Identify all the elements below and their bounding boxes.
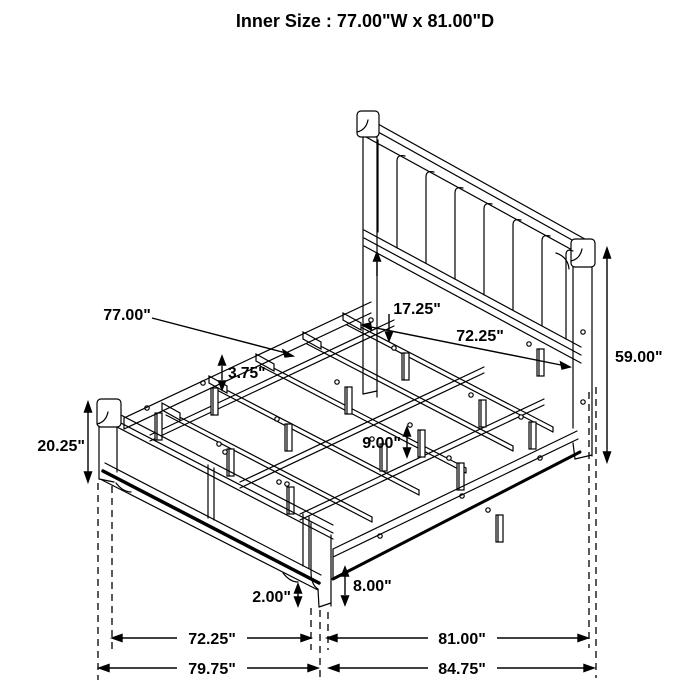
dim-label-footboard-width: 72.25" [188,631,236,648]
dim-label-overall-depth: 84.75" [438,661,486,678]
dim-label-rail-floor-clearance: 8.00" [353,578,392,595]
dim-label-slat-clearance: 3.75" [228,365,266,382]
dim-footboard-floor-clearance [295,584,302,606]
dim-rail-floor-clearance [342,567,349,605]
diagram-title: Inner Size : 77.00"W x 81.00"D [235,11,495,31]
dim-side-rail-length [152,318,293,357]
dim-headboard-height [604,248,611,462]
dim-label-side-rail-length: 77.00" [103,307,151,324]
dim-slat-leg-height [404,427,411,457]
headboard-left-cap [357,111,379,137]
near-side-rail [333,431,580,579]
headboard [357,111,595,459]
dim-label-slat-leg-height: 9.00" [362,435,401,452]
dim-label-headboard-panel-to-slat: 17.25" [393,301,441,318]
dim-footboard-height [85,402,92,482]
footboard [97,399,333,607]
dim-label-inner-depth: 81.00" [438,631,486,648]
bolt-hole-dots [145,342,542,538]
dim-label-footboard-floor-clearance: 2.00" [252,589,291,606]
dim-label-footboard-height: 20.25" [37,438,85,455]
dim-label-headboard-height: 59.00" [615,349,663,366]
headboard-right-cap [571,239,595,267]
dim-label-inner-width-top: 72.25" [456,328,504,345]
dim-label-overall-width: 79.75" [188,661,236,678]
